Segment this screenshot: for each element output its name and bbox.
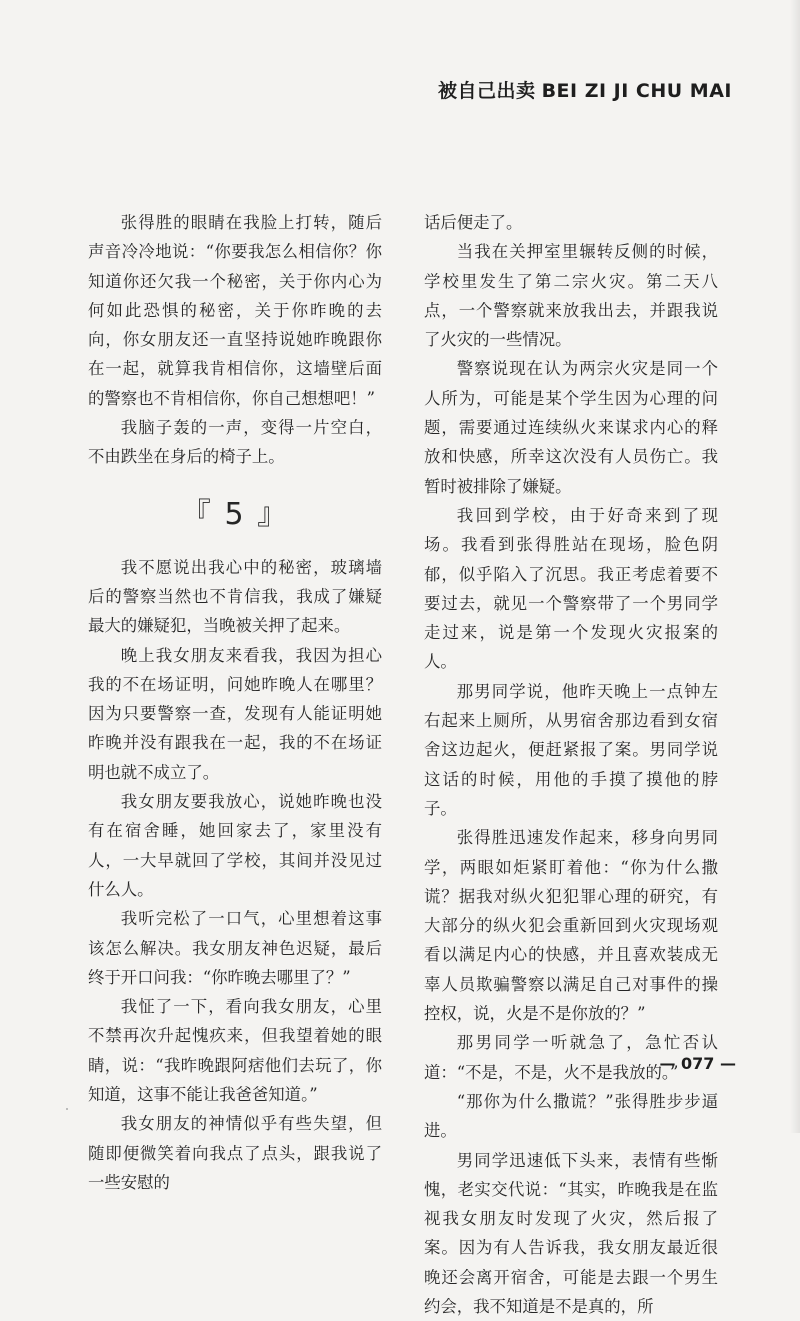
paragraph: 男同学迅速低下头来，表情有些惭愧，老实交代说：“其实，昨晚我是在监视我女朋友时发现了火灾，然后报了案。因为有人告诉我，我女朋友最近很晚还会离开宿舍，可能是去跟一个男生约会，我不知道是不是真的，所 [424, 1146, 718, 1321]
paragraph: 张得胜迅速发作起来，移身向男同学，两眼如炬紧盯着他：“你为什么撒谎？据我对纵火犯犯罪心理的研究，有大部分的纵火犯会重新回到火灾现场观看以满足内心的快感，并且喜欢装成无辜人员欺骗警察以满足自己对事件的操控权，说，火是不是你放的？” [424, 823, 718, 1028]
paragraph: 我女朋友要我放心，说她昨晚也没有在宿舍睡，她回家去了，家里没有人，一大早就回了学校，其间并没见过什么人。 [88, 787, 382, 904]
paragraph: 我不愿说出我心中的秘密，玻璃墙后的警察当然也不肯信我，我成了嫌疑最大的嫌疑犯，当晚被关押了起来。 [88, 553, 382, 641]
paragraph: 我怔了一下，看向我女朋友，心里不禁再次升起愧疚来，但我望着她的眼睛，说：“我昨晚跟阿痞他们去玩了，你知道，这事不能让我爸爸知道。” [88, 992, 382, 1109]
paragraph: 晚上我女朋友来看我，我因为担心我的不在场证明，问她昨晚人在哪里？因为只要警察一查，发现有人能证明她昨晚并没有跟我在一起，我的不在场证明也就不成立了。 [88, 641, 382, 787]
paragraph: 我听完松了一口气，心里想着这事该怎么解决。我女朋友神色迟疑，最后终于开口问我：“你昨晚去哪里了？” [88, 904, 382, 992]
page-number: — 077 — [659, 1054, 736, 1073]
paragraph: 那男同学说，他昨天晚上一点钟左右起来上厕所，从男宿舍那边看到女宿舍这边起火，便赶紧报了案。男同学说这话的时候，用他的手摸了摸他的脖子。 [424, 677, 718, 823]
paragraph: 我回到学校，由于好奇来到了现场。我看到张得胜站在现场，脸色阴郁，似乎陷入了沉思。我正考虑着要不要过去，就见一个警察带了一个男同学走过来，说是第一个发现火灾报案的人。 [424, 501, 718, 677]
left-column [88, 208, 382, 1197]
paragraph: 警察说现在认为两宗火灾是同一个人所为，可能是某个学生因为心理的问题，需要通过连续纵火来谋求内心的释放和快感，所幸这次没有人员伤亡。我暂时被排除了嫌疑。 [424, 354, 718, 500]
paragraph: 当我在关押室里辗转反侧的时候，学校里发生了第二宗火灾。第二天八点，一个警察就来放我出去，并跟我说了火灾的一些情况。 [424, 237, 718, 354]
paragraph: 张得胜的眼睛在我脸上打转，随后声音冷冷地说：“你要我怎么相信你？你知道你还欠我一个秘密，关于你内心为何如此恐惧的秘密，关于你昨晚的去向，你女朋友还一直坚持说她昨晚跟你在一起，就算我肯相信你，这墙壁后面的警察也不肯相信你，你自己想想吧！” [88, 208, 382, 413]
header-title-pinyin: BEI ZI JI CHU MAI [542, 80, 732, 102]
paragraph: “那你为什么撒谎？”张得胜步步逼进。 [424, 1087, 718, 1146]
right-column [424, 208, 718, 1321]
scan-speck [66, 1108, 68, 1110]
paragraph-continuation: 话后便走了。 [424, 208, 718, 237]
running-header [438, 76, 732, 103]
paragraph: 我脑子轰的一声，变得一片空白，不由跌坐在身后的椅子上。 [88, 413, 382, 472]
paragraph: 那男同学一听就急了，急忙否认道：“不是，不是，火不是我放的。” [424, 1028, 718, 1087]
paragraph: 我女朋友的神情似乎有些失望，但随即便微笑着向我点了点头，跟我说了一些安慰的 [88, 1109, 382, 1197]
header-title-chinese: 被自己出卖 [438, 80, 536, 102]
page-edge-shadow [790, 0, 800, 1133]
section-number-marker: 『 5 』 [88, 494, 382, 536]
